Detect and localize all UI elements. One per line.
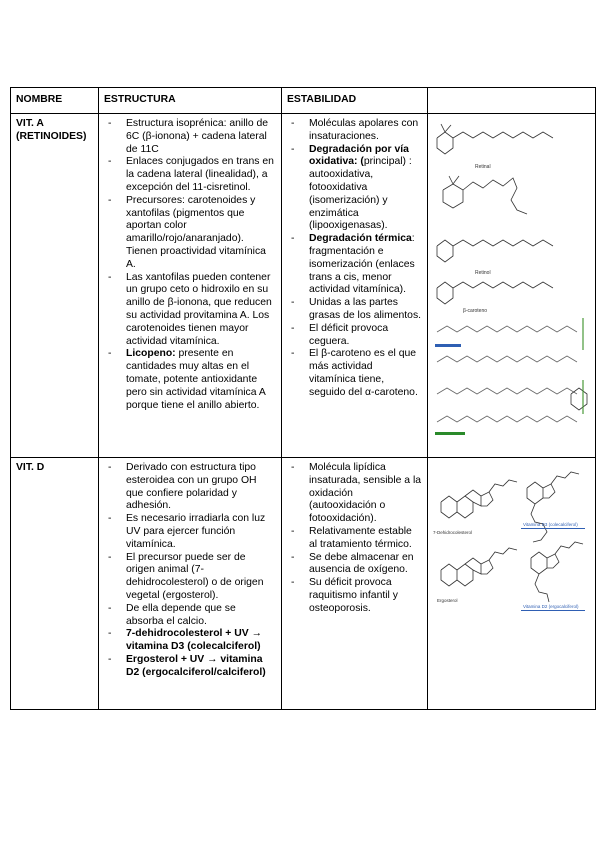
list-item: - Derivado con estructura tipo esteroidea con un grupo OH que confiere polaridad y adhesión. xyxy=(106,462,276,513)
list-item: - El β-caroteno es el que más actividad vitamínica tiene, seguido del α-caroteno. xyxy=(289,348,422,399)
figure-label-retinol: Retinol xyxy=(475,270,491,276)
chain-shape xyxy=(453,282,553,288)
header-nombre: NOMBRE xyxy=(11,88,99,114)
vitamins-table xyxy=(10,87,596,710)
figure-label-7-dehidrocolesterol: 7-Dehidrocolesterol xyxy=(433,530,473,535)
list-item: - Degradación por vía oxidativa: (principal) : autooxidativa, fotooxidativa (isomerización) y enzimática (lipooxigenasas). xyxy=(289,144,422,234)
ring-shape xyxy=(437,132,453,154)
list-item: - Moléculas apolares con insaturaciones. xyxy=(289,118,422,144)
row-vitamina-d xyxy=(11,458,596,710)
label-highlight xyxy=(435,432,465,435)
list-item: - Ergosterol + UV → vitamina D2 (ergocalciferol/calciferol) xyxy=(106,654,276,680)
vit-a-subname: (RETINOIDES) xyxy=(16,130,87,142)
ring-shape xyxy=(571,388,587,410)
list-item: - Su déficit provoca raquitismo infantil y osteoporosis. xyxy=(289,577,422,615)
list-item: - El déficit provoca ceguera. xyxy=(289,323,422,349)
list-item: - Unidas a las partes grasas de los alimentos. xyxy=(289,297,422,323)
vit-a-name: VIT. A xyxy=(16,118,44,129)
list-item: - El precursor puede ser de origen animal (7-dehidrocolesterol) o de origen vegetal (ergosterol). xyxy=(106,552,276,603)
cell-figure-vit-d xyxy=(428,458,596,710)
chain-shape xyxy=(453,132,553,138)
chain-shape xyxy=(453,240,553,246)
chain-shape xyxy=(463,178,527,214)
cell-estructura-vit-d xyxy=(99,458,282,710)
cell-estabilidad-vit-a xyxy=(282,114,428,458)
chain-shape xyxy=(437,326,577,332)
figure-label-vitamina-d2: Vitamina D2 (ergocalciferol) xyxy=(523,604,579,609)
label-highlight xyxy=(435,344,461,347)
cell-figure-vit-a xyxy=(428,114,596,458)
list-item: - De ella depende que se absorba el calcio. xyxy=(106,603,276,629)
list-item: - 7-dehidrocolesterol + UV → vitamina D3 (colecalciferol) xyxy=(106,628,276,654)
list-item: - Relativamente estable al tratamiento térmico. xyxy=(289,526,422,552)
header-row xyxy=(11,88,596,114)
label-underline xyxy=(521,610,585,611)
header-estabilidad: ESTABILIDAD xyxy=(282,88,428,114)
vit-d-name: VIT. D xyxy=(16,462,45,473)
list-item: - Degradación térmica: fragmentación e isomerización (enlaces trans a cis, menor actividad vitamínica). xyxy=(289,233,422,297)
figure-label-beta-caroteno: β-caroteno xyxy=(463,308,487,314)
ring-shape xyxy=(437,282,453,304)
vit-d-structures-figure xyxy=(431,462,591,612)
figure-label-retinal: Retinal xyxy=(475,164,491,170)
chain-shape xyxy=(437,416,577,422)
list-item: - Molécula lipídica insaturada, sensible a la oxidación (autooxidación o fotooxidación). xyxy=(289,462,422,526)
list-item: - Licopeno: presente en cantidades muy altas en el tomate, potente antioxidante pero sin actividad vitamínica A porque tiene el anillo abierto. xyxy=(106,348,276,412)
row-vitamina-a xyxy=(11,114,596,458)
figure-label-vitamina-d3: Vitamina D3 (colecalciferol) xyxy=(523,522,578,527)
cell-estabilidad-vit-d xyxy=(282,458,428,710)
chain-shape xyxy=(437,388,577,394)
cell-name-vit-d xyxy=(11,458,99,710)
ring-shape xyxy=(443,184,463,208)
cell-name-vit-a xyxy=(11,114,99,458)
list-item: - Se debe almacenar en ausencia de oxígeno. xyxy=(289,552,422,578)
vit-a-structures-figure xyxy=(431,118,591,443)
list-item: - Las xantofilas pueden contener un grupo ceto o hidroxilo en su anillo de β-ionona, que reducen su actividad provitamina A. Los carotenoides tienen mayor actividad vitamínica. xyxy=(106,272,276,349)
list-item: - Precursores: carotenoides y xantofilas (pigmentos que aportan color amarillo/rojo/anaranjado). Tienen proactividad vitamínica A. xyxy=(106,195,276,272)
header-estructura: ESTRUCTURA xyxy=(99,88,282,114)
list-item: - Es necesario irradiarla con luz UV para ejercer función vitamínica. xyxy=(106,513,276,551)
label-underline xyxy=(521,528,585,529)
header-imagen xyxy=(428,88,596,114)
cell-estructura-vit-a xyxy=(99,114,282,458)
figure-label-ergosterol: Ergosterol xyxy=(437,598,458,603)
list-item: - Estructura isoprénica: anillo de 6C (β-ionona) + cadena lateral de 11C xyxy=(106,118,276,156)
chain-shape xyxy=(437,356,577,362)
ring-shape xyxy=(437,240,453,262)
list-item: - Enlaces conjugados en trans en la cadena lateral (linealidad), a excepción del 11-cisretinol. xyxy=(106,156,276,194)
